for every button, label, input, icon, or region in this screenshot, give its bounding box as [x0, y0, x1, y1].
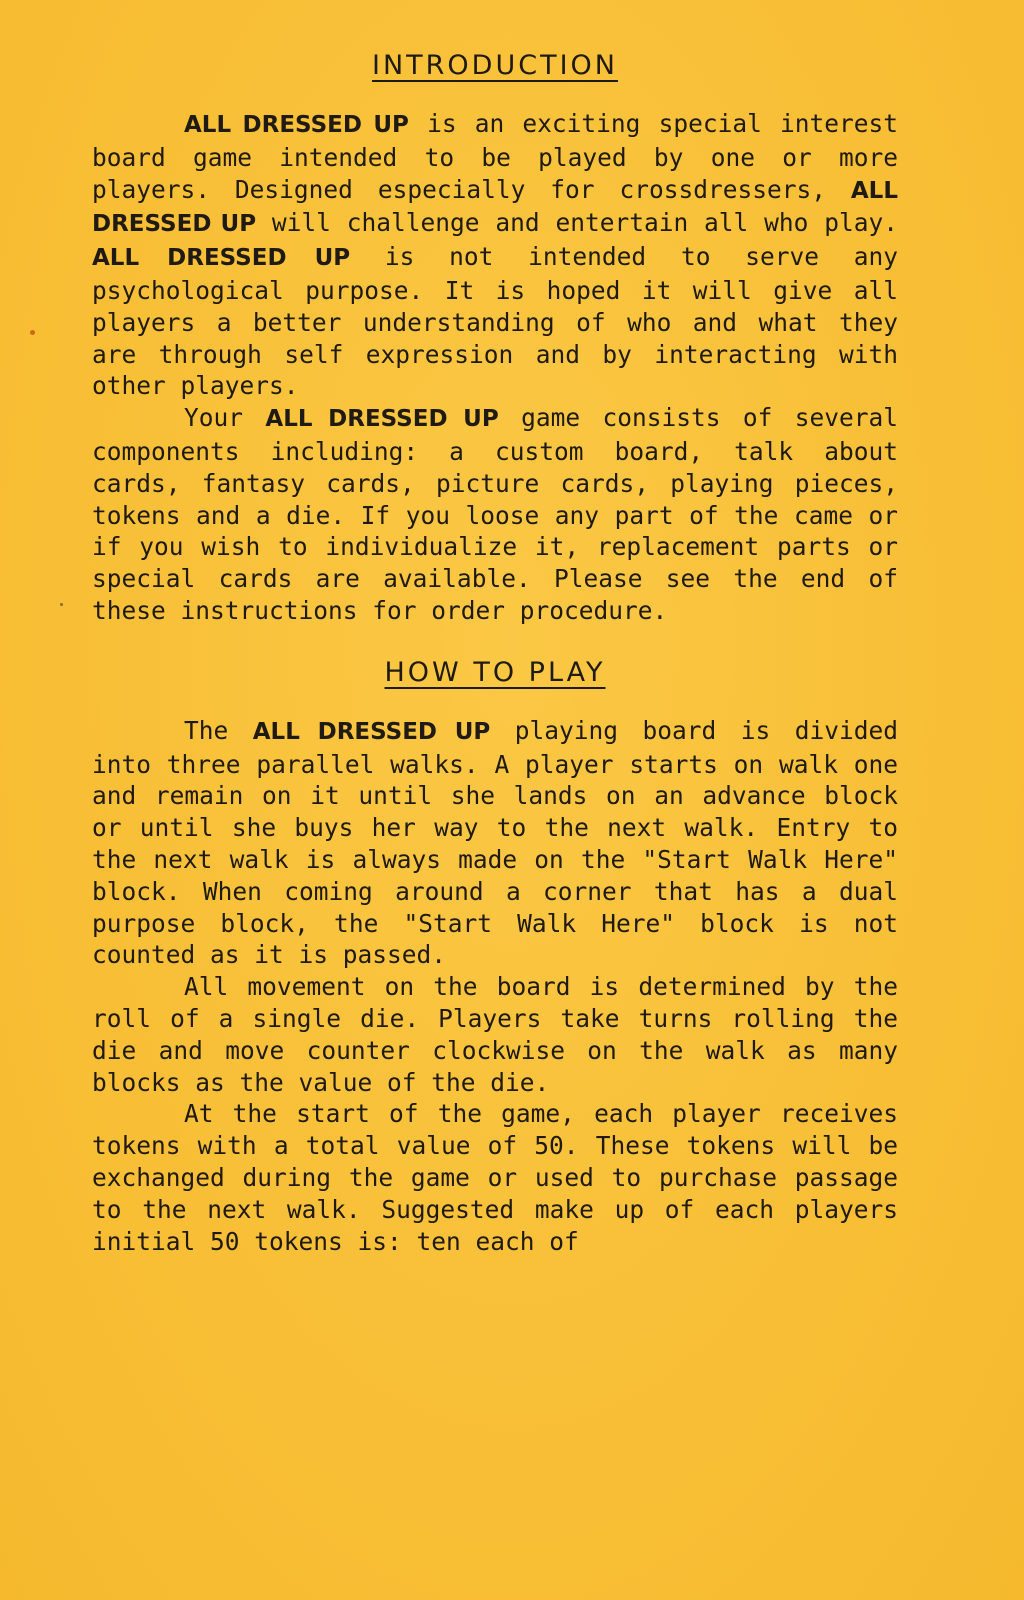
body-text: Your	[184, 403, 266, 433]
paragraph	[92, 402, 898, 627]
body-text: All movement on the board is determined by the roll of a single die. Players take turns rolling the die and move counter clockwise on the walk as many blocks as the value of the die.	[92, 972, 898, 1097]
game-title-text: ALL DRESSED UP	[92, 245, 351, 272]
body-text: game consists of several components including: a custom board, talk about cards, fantasy cards, picture cards, playing pieces, tokens and a die. If you loose any part of the came or if you wish to individualize it, replacement parts or special cards are available. Please see the end of these instructions for order procedure.	[92, 403, 898, 625]
paragraph	[92, 108, 898, 402]
introduction-section	[92, 108, 898, 627]
document-body	[92, 46, 898, 1257]
how-to-play-heading: HOW TO PLAY	[384, 656, 606, 688]
body-text: is an exciting special interest board game intended to be played by one or more players. Designed especially for crossdressers,	[92, 109, 898, 204]
paragraph	[92, 715, 898, 971]
game-title-text: ALL DRESSED UP	[265, 406, 499, 433]
paper-speck	[30, 330, 35, 335]
paragraph	[92, 971, 898, 1098]
how-to-play-section	[92, 715, 898, 1258]
introduction-heading: INTRODUCTION	[372, 50, 618, 81]
game-title-text: ALL DRESSED UP	[92, 177, 898, 238]
body-text: will challenge and entertain all who play.	[256, 208, 898, 238]
body-text: The	[184, 715, 253, 745]
body-text: playing board is divided into three parallel walks. A player starts on walk one and remain on it until she lands on an advance block or until she buys her way to the next walk. Entry to the next walk is always made on the "Start Walk Here" block. When coming around a corner that has a dual purpose block, the "Start Walk Here" block is not counted as it is passed.	[92, 715, 898, 970]
body-text: is not intended to serve any psychological purpose. It is hoped it will give all players a better understanding of who and what they are through self expression and by interacting with other players.	[92, 242, 898, 401]
paragraph	[92, 1098, 898, 1257]
body-text: At the start of the game, each player receives tokens with a total value of 50. These tokens will be exchanged during the game or used to purchase passage to the next walk. Suggested make up of each players initial 50 tokens is: ten each of	[92, 1099, 898, 1256]
game-title-text: ALL DRESSED UP	[184, 112, 409, 138]
game-title-text: ALL DRESSED UP	[252, 718, 491, 745]
paper-speck	[60, 603, 63, 606]
